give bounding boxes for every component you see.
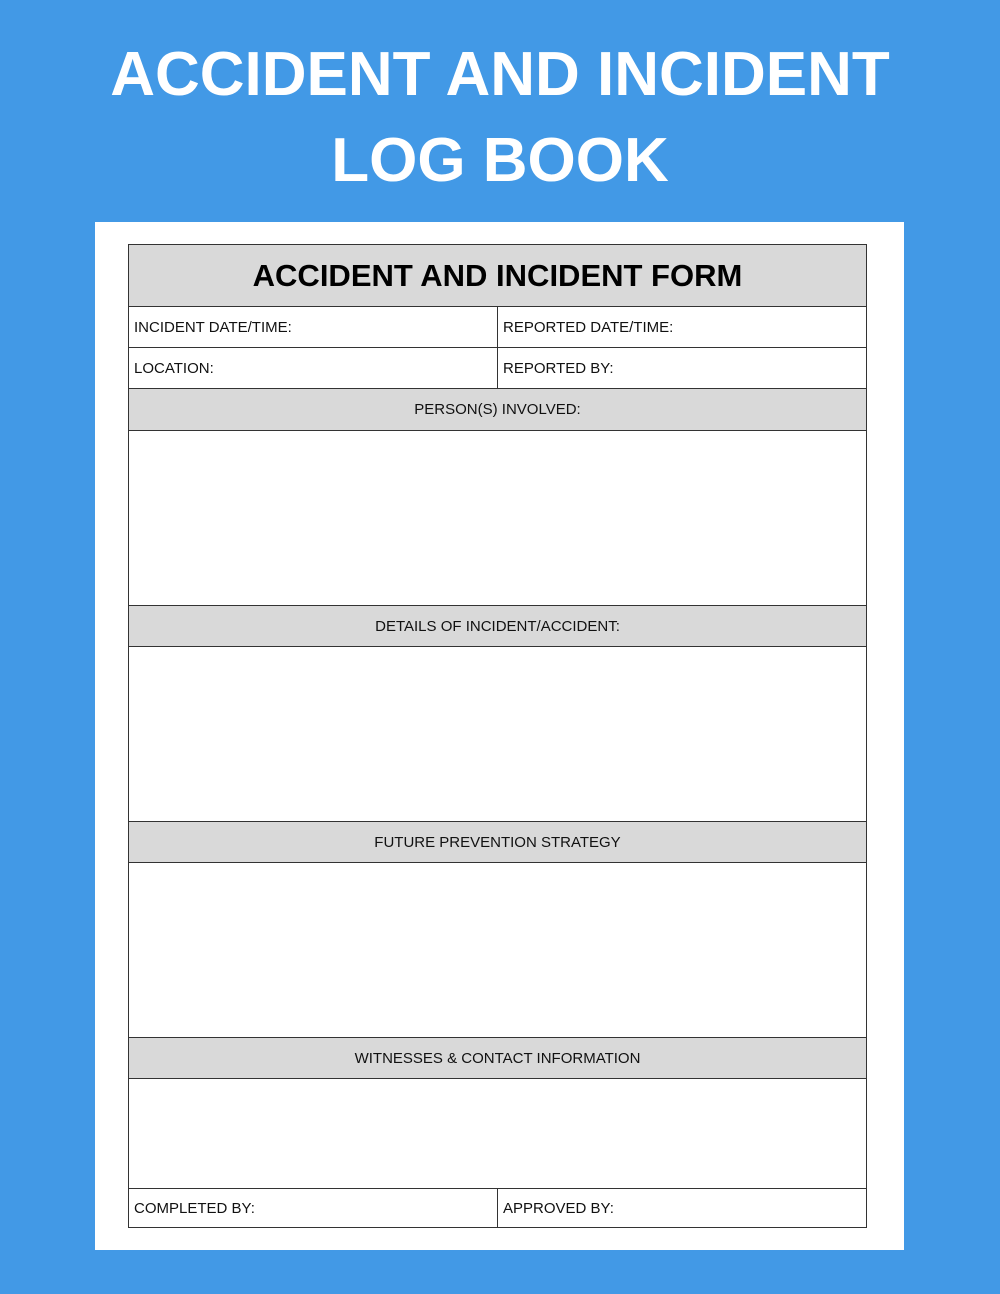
date-time-row (128, 306, 867, 348)
prevention-header (128, 821, 867, 863)
cover-title-line-2: LOG BOOK (331, 126, 669, 195)
location-row (128, 347, 867, 389)
reported-by-field[interactable]: REPORTED BY: (503, 359, 614, 377)
reported-datetime-field[interactable]: REPORTED DATE/TIME: (503, 318, 674, 336)
details-header (128, 605, 867, 647)
details-area[interactable] (128, 646, 867, 822)
cover-title-line-1: ACCIDENT AND INCIDENT (110, 40, 890, 109)
prevention-label: FUTURE PREVENTION STRATEGY (374, 833, 621, 851)
witnesses-label: WITNESSES & CONTACT INFORMATION (354, 1049, 641, 1067)
incident-datetime-field[interactable]: INCIDENT DATE/TIME: (129, 307, 498, 347)
details-label: DETAILS OF INCIDENT/ACCIDENT: (375, 617, 620, 635)
approved-by-field[interactable]: APPROVED BY: (503, 1199, 614, 1217)
persons-header (128, 388, 867, 431)
signoff-row (128, 1188, 867, 1228)
completed-by-field[interactable]: COMPLETED BY: (129, 1189, 498, 1227)
witnesses-area[interactable] (128, 1078, 867, 1189)
persons-involved-area[interactable] (128, 430, 867, 606)
location-field[interactable]: LOCATION: (129, 348, 498, 388)
witnesses-header (128, 1037, 867, 1079)
persons-involved-label: PERSON(S) INVOLVED: (414, 401, 581, 418)
form-heading-row (128, 244, 867, 307)
prevention-area[interactable] (128, 862, 867, 1038)
form-heading: ACCIDENT AND INCIDENT FORM (252, 257, 743, 293)
